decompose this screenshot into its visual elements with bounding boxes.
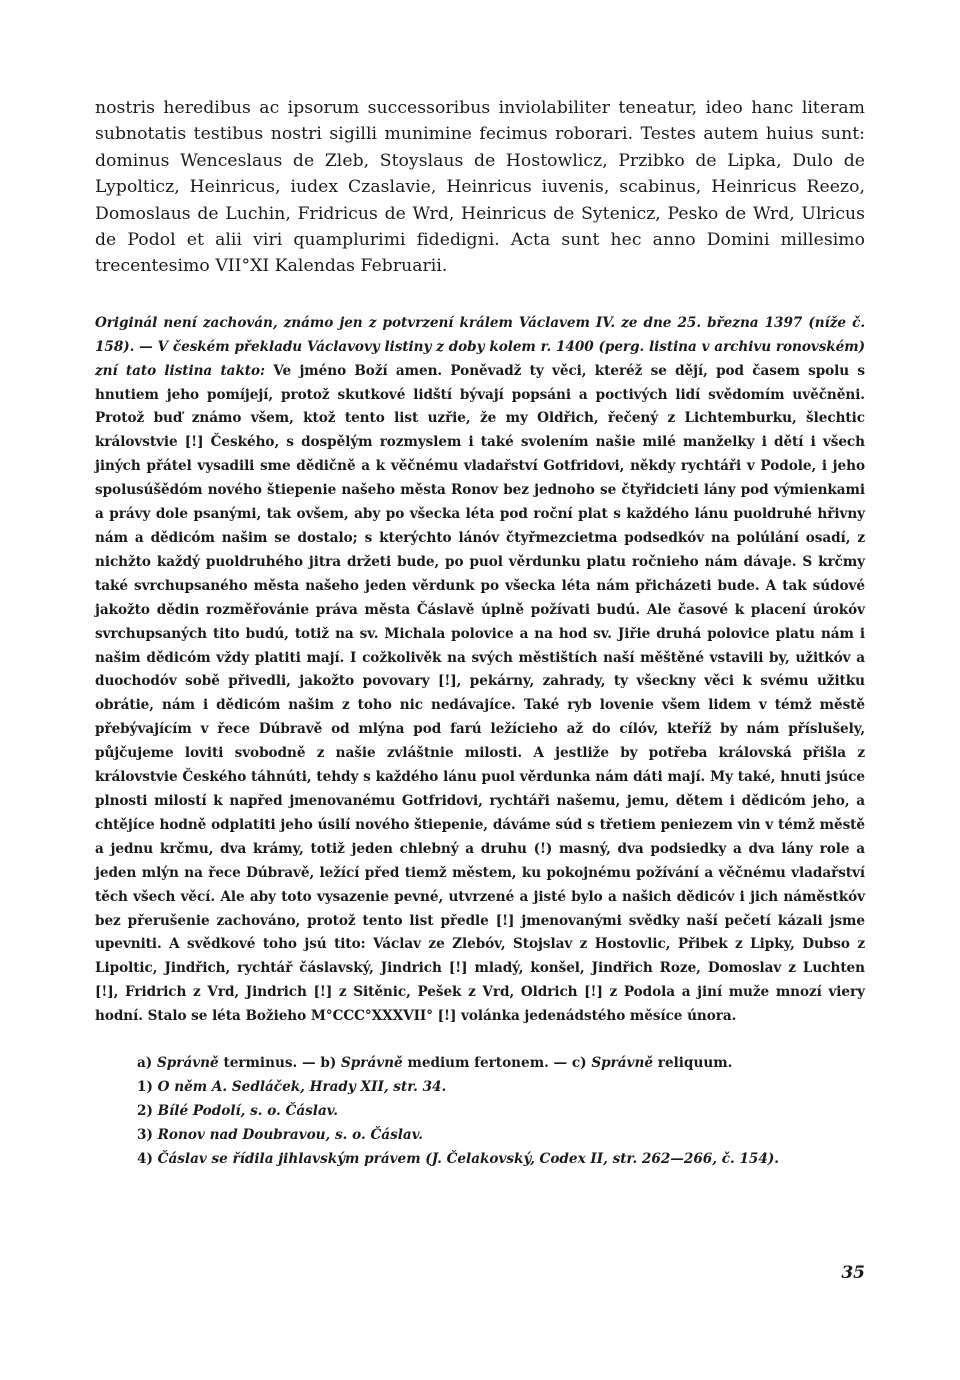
footnote-text: reliquum. xyxy=(653,1055,733,1072)
footnote-text: terminus. — xyxy=(218,1055,321,1072)
footnote-abc xyxy=(137,1051,865,1075)
footnote-marker: 3) xyxy=(137,1127,153,1144)
footnote-text: O něm A. Sedláček, Hrady XII, str. 34. xyxy=(157,1079,447,1096)
footnote-marker: c) xyxy=(571,1055,592,1072)
footnote-text: medium fertonem. — xyxy=(402,1055,572,1072)
footnote-text: Správně xyxy=(156,1055,219,1072)
czech-translation-text: Ve jméno Boží amen. Poněvadž ty věci, kteréž se dějí, pod časem spolu s hnutiem jeho pomíjejí, protož skutkové lidští bývají popsáni a poctivých lidí svědomím uvěčněni. Protož buď známo všem, ktož tento list uzřie, že my Oldřich, řečený z Lichtemburku, šlechtic královstvie [!] Českého, s dospělým rozmyslem i také svolením našie milé manželky i dětí i všech jiných přátel vysadili sme dědičně a k věčnému vladařství Gotfridovi, někdy rychtáři v Podole, i jeho spolusúšědóm nového štiepenie našeho města Ronov bez jednoho se čtyřidcieti lány pod výmienkami a právy dole psanými, tak ovšem, aby po všecka léta pod roční plat s každého lánu puoldruhé hřivny nám a dědicóm našim se dostalo; s kterýchto lánóv čtyřmezcietma podsedkóv na polúlání osadí, z nichžto každý puoldruhého jitra držeti bude, po puol věrdunku platu ročnieho nám dávaje. S krčmy také svrchupsaného města našeho jeden věrdunk po všecka léta nám přicházeti bude. A tak súdové jakožto dědin rozměřovánie práva města Čáslavě úplně požívati budú. Ale časové k placení úrokóv svrchupsaných tito budú, totiž na sv. Michala polovice a na hod sv. Jiřie druhá polovice platu nám i našim dědicóm vždy platiti mají. I cožkolivěk na svých městištích naší měštěné vstavili by, užitkóv a duochodóv sobě přivedli, jakožto povovary [!], pekárny, zahrady, ty všeckny věci k svému užitku obrátie, nám i dědicóm našim z toho nic nedávajíce. Také ryb lovenie všem lidem v témž městě přebývajícím v řece Dúbravě od mlýna pod farú ležícieho až do cílóv, kteříž by nám příslušely, půjčujeme loviti svobodně z našie zvláštnie milosti. A jestliže by potřeba královská přišla z královstvie Českého táhnúti, tehdy s každého lánu puol věrdunka nám dáti mají. My také, hnuti jsúce plnosti milostí k napřed jmenovanému Gotfridovi, rychtáři našemu, jemu, dětem i dědicóm jeho, a chtějíce hodně odplatiti jeho úsilí nového štiepenie, dáváme súd s třetiem peniezem vin v témž městě a jednu krčmu, dva krámy, totiž jeden chlebný a druhu (!) masný, dva podsiedky a dva lány role a jeden mlýn na řece Dúbravě, ležící před tiemž městem, ku pokojnému požívání a věčnému vladařství těch všech věcí. Ale aby toto vysazenie pevné, utvrzené a jisté bylo a našich dědicóv i jich náměstkóv bez přerušenie zachováno, protož tento list předle [!] jmenovanými svědky naší pečetí kázali jsme upevniti. A svědkové toho jsú tito: Václav ze Zlebóv, Stojslav z Hostovlic, Přibek z Lipky, Dubso z Lipoltic, Jindřich, rychtář čáslavský, Jindrich [!] mladý, konšel, Jindřich Roze, Domoslav z Luchten [!], Fridrich z Vrd, Jindrich [!] z Sitěnic, Pešek z Vrd, Oldrich [!] z Podola a jiní muže mnozí viery hodní. Stalo se léta Božieho M°CCC°XXXVII° [!] volánka jedenádstého měsíce února. xyxy=(95,362,866,1025)
footnote-text: Bílé Podolí, s. o. Čáslav. xyxy=(157,1103,339,1120)
czech-intro-note: Originál není zachován, známo jen z potvrzení králem Václavem IV. ze dne 25. března 1397 (níže č. 158). — V českém překladu Václavovy listiny z doby kolem r. 1400 (perg. listina v archivu ronovském) zní tato listina takto: xyxy=(95,314,865,379)
footnote-3 xyxy=(137,1123,865,1147)
footnote-text: Čáslav se řídila jihlavským právem (J. Čelakovský, Codex II, str. 262—266, č. 154). xyxy=(157,1151,779,1168)
footnote-marker: 1) xyxy=(137,1079,153,1096)
footnote-marker: b) xyxy=(320,1055,341,1072)
page-number: 35 xyxy=(841,1263,865,1283)
footnote-text: Ronov nad Doubravou, s. o. Čáslav. xyxy=(157,1127,423,1144)
footnote-marker: a) xyxy=(137,1055,153,1072)
footnote-text: Správně xyxy=(591,1055,654,1072)
footnote-2 xyxy=(137,1099,865,1123)
footnote-1 xyxy=(137,1075,865,1099)
document-page xyxy=(95,95,865,1171)
footnote-4 xyxy=(137,1147,865,1171)
footnote-marker: 4) xyxy=(137,1151,153,1168)
footnotes xyxy=(95,1051,865,1171)
footnote-text: Správně xyxy=(340,1055,403,1072)
latin-paragraph: nostris heredibus ac ipsorum successoribus inviolabiliter teneatur, ideo hanc literam subnotatis testibus nostri sigilli munimine fecimus roborari. Testes autem huius sunt: dominus Wenceslaus de Zleb, Stoyslaus de Hostowlicz, Przibko de Lipka, Dulo de Lypolticz, Heinricus, iudex Czaslavie, Heinricus iuvenis, scabinus, Heinricus Reezo, Domoslaus de Luchin, Fridricus de Wrd, Heinricus de Sytenicz, Pesko de Wrd, Ulricus de Podol et alii viri quamplurimi fidedigni. Acta sunt hec anno Domini millesimo trecentesimo VII°XI Kalendas Februarii. xyxy=(95,98,865,277)
footnote-marker: 2) xyxy=(137,1103,153,1120)
czech-paragraph xyxy=(95,312,865,1029)
